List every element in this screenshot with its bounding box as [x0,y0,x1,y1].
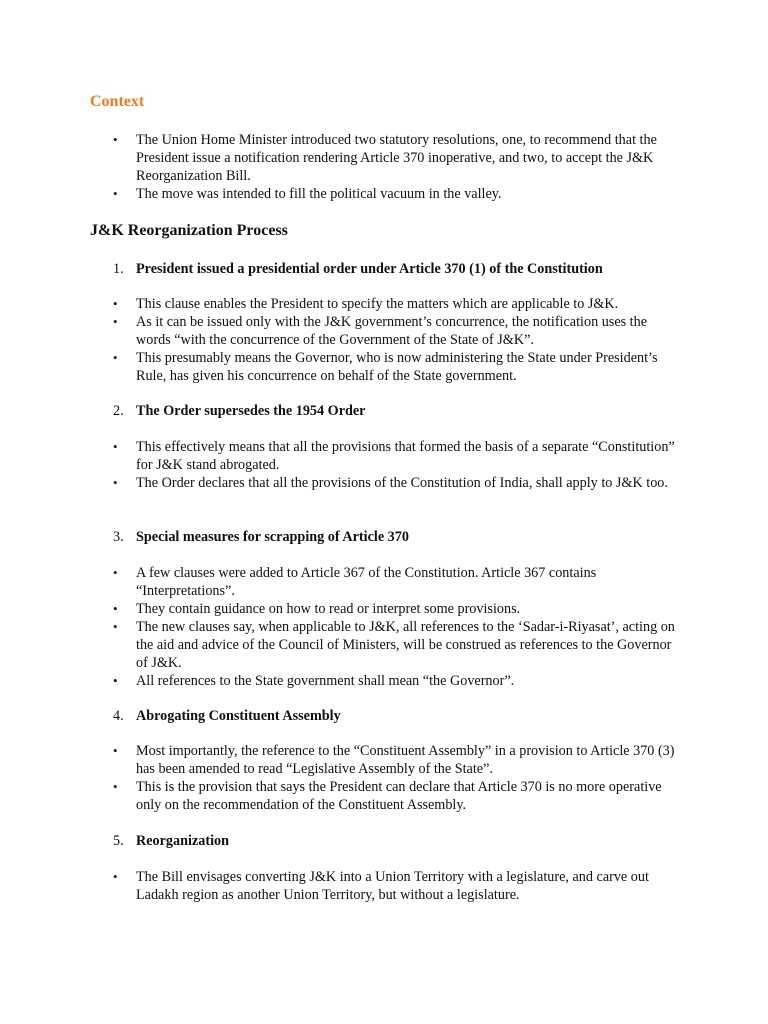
item-title: The Order supersedes the 1954 Order [136,403,366,419]
list-item: • All references to the State government shall mean “the Governor”. [113,673,515,689]
list-item: • Most importantly, the reference to the “Constituent Assembly” in a provision to Article 370 (3) has been amended to read “Legislative Assembly of the State”. [113,743,675,777]
list-item: • They contain guidance on how to read or interpret some provisions. [113,601,521,617]
list-item: • The Union Home Minister introduced two statutory resolutions, one, to recommend that the President issue a notification rendering Article 370 inoperative, and two, to accept the J&K Reorganization Bill. [113,132,657,184]
item-bullets [0,295,768,385]
list-item: • This effectively means that all the provisions that formed the basis of a separate “Constitution” for J&K stand abrogated. [113,439,675,473]
item-title: President issued a presidential order under Article 370 (1) of the Constitution [136,261,603,277]
bullet-icon: • [113,619,118,634]
item-number: 2. [113,403,124,419]
item-title: Reorganization [136,833,229,849]
bullet-icon: • [113,779,118,794]
item-bullets [0,564,768,690]
context-bullets [0,131,768,203]
list-item: • The Order declares that all the provisions of the Constitution of India, shall apply to J&K too. [113,475,668,491]
item-title: Special measures for scrapping of Article 370 [136,529,409,545]
bullet-icon: • [113,314,118,329]
list-item: • The move was intended to fill the political vacuum in the valley. [113,186,502,202]
bullet-icon: • [113,869,118,884]
context-heading: Context [90,93,145,110]
item-bullets [0,438,768,492]
bullet-icon: • [113,601,118,616]
bullet-icon: • [113,439,118,454]
item-number: 1. [113,261,124,277]
bullet-icon: • [113,132,118,147]
bullet-icon: • [113,673,118,688]
list-item: • The Bill envisages converting J&K into a Union Territory with a legislature, and carve out Ladakh region as another Union Territory, but without a legislature. [113,869,649,903]
bullet-icon: • [113,350,118,365]
item-number: 3. [113,529,124,545]
bullet-icon: • [113,475,118,490]
list-item: • This clause enables the President to specify the matters which are applicable to J&K. [113,296,619,312]
section-heading: J&K Reorganization Process [90,222,288,239]
list-item: • As it can be issued only with the J&K government’s concurrence, the notification uses the words “with the concurrence of the Government of the State of J&K”. [113,314,648,348]
item-bullets [0,742,768,814]
bullet-icon: • [113,296,118,311]
list-item: • A few clauses were added to Article 367 of the Constitution. Article 367 contains “Interpretations”. [113,565,597,599]
item-title: Abrogating Constituent Assembly [136,708,341,724]
bullet-icon: • [113,743,118,758]
bullet-icon: • [113,186,118,201]
bullet-icon: • [113,565,118,580]
list-item: • The new clauses say, when applicable to J&K, all references to the ‘Sadar-i-Riyasat’, acting on the aid and advice of the Council of Ministers, will be construed as references to the Governor of J&K. [113,619,675,671]
list-item: • This is the provision that says the President can declare that Article 370 is no more operative only on the recommendation of the Constituent Assembly. [113,779,662,813]
item-bullets [0,868,768,904]
item-number: 5. [113,833,124,849]
list-item: • This presumably means the Governor, who is now administering the State under President’s Rule, has given his concurrence on behalf of the State government. [113,350,658,384]
item-number: 4. [113,708,124,724]
